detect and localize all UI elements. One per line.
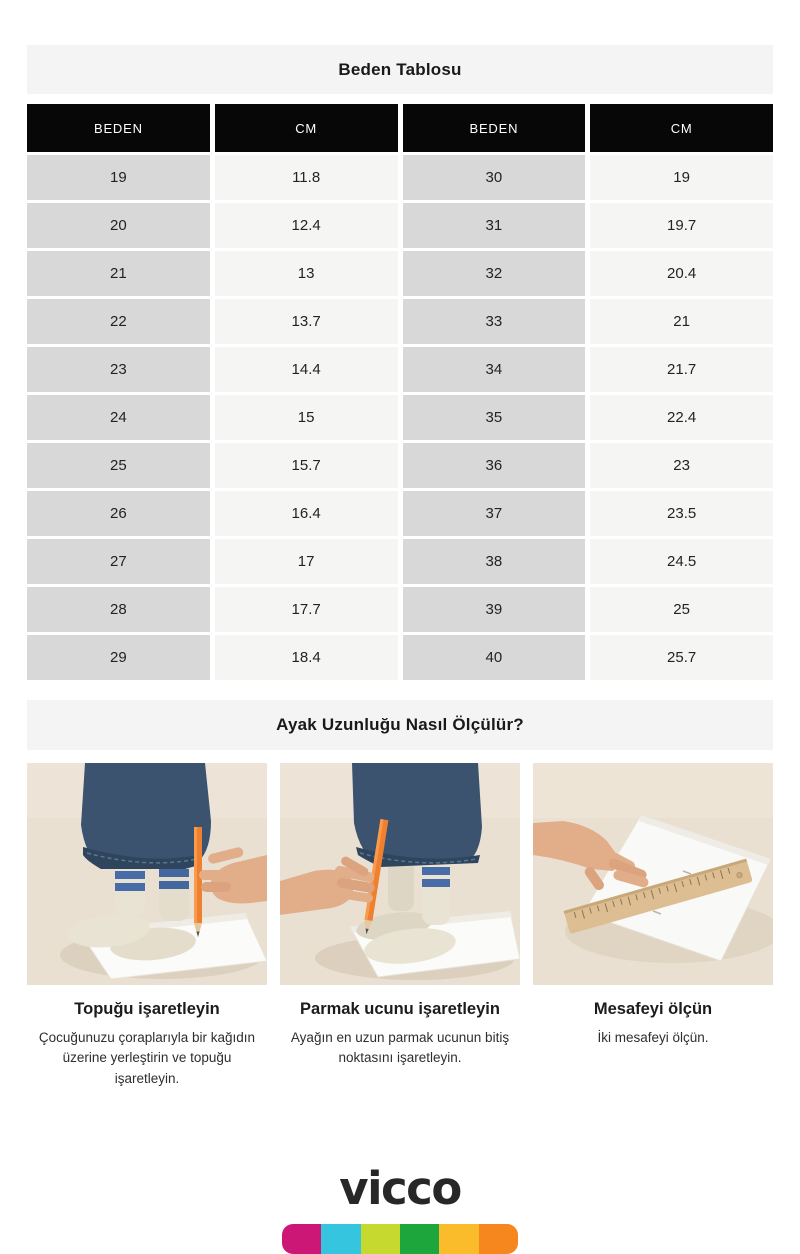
step-3-description: İki mesafeyi ölçün. — [597, 1030, 709, 1045]
size-cell-cm: 21.7 — [590, 347, 773, 392]
size-cell-cm: 23.5 — [590, 491, 773, 536]
size-cell-beden: 32 — [403, 251, 586, 296]
size-cell-cm: 15 — [215, 395, 398, 440]
size-cell-beden: 33 — [403, 299, 586, 344]
step-2-caption — [280, 1000, 520, 1089]
step-2-title: Parmak ucunu işaretleyin — [300, 1000, 500, 1018]
size-cell-beden: 24 — [27, 395, 210, 440]
size-cell-beden: 25 — [27, 443, 210, 488]
size-cell-cm: 13 — [215, 251, 398, 296]
step-1-title: Topuğu işaretleyin — [74, 1000, 220, 1018]
brand-color-bar — [282, 1224, 518, 1254]
size-cell-beden: 37 — [403, 491, 586, 536]
measure-illustration — [533, 763, 773, 985]
size-cell-beden: 28 — [27, 587, 210, 632]
size-cell-cm: 11.8 — [215, 155, 398, 200]
measure-steps-captions — [27, 1000, 773, 1089]
size-cell-cm: 22.4 — [590, 395, 773, 440]
size-cell-cm: 17 — [215, 539, 398, 584]
size-cell-cm: 24.5 — [590, 539, 773, 584]
size-cell-beden: 39 — [403, 587, 586, 632]
size-cell-cm: 21 — [590, 299, 773, 344]
measure-steps-photos — [27, 763, 773, 985]
size-cell-beden: 26 — [27, 491, 210, 536]
step-3-caption — [533, 1000, 773, 1089]
size-cell-beden: 19 — [27, 155, 210, 200]
brand-bar-segment — [321, 1224, 360, 1254]
mark-toe-illustration — [280, 763, 520, 985]
size-cell-beden: 40 — [403, 635, 586, 680]
size-cell-beden: 38 — [403, 539, 586, 584]
size-cell-cm: 23 — [590, 443, 773, 488]
step-3-title: Mesafeyi ölçün — [593, 1000, 713, 1018]
footer — [0, 1161, 800, 1254]
measure-section-title: Ayak Uzunluğu Nasıl Ölçülür? — [276, 715, 524, 734]
size-cell-beden: 21 — [27, 251, 210, 296]
brand-bar-segment — [361, 1224, 400, 1254]
size-cell-cm: 19.7 — [590, 203, 773, 248]
size-cell-cm: 15.7 — [215, 443, 398, 488]
size-cell-cm: 14.4 — [215, 347, 398, 392]
size-cell-beden: 27 — [27, 539, 210, 584]
table-header-cm-right: CM — [590, 104, 773, 152]
size-cell-beden: 31 — [403, 203, 586, 248]
size-cell-beden: 23 — [27, 347, 210, 392]
brand-logo: vicco — [339, 1162, 461, 1215]
size-cell-beden: 29 — [27, 635, 210, 680]
size-cell-cm: 13.7 — [215, 299, 398, 344]
size-cell-cm: 25.7 — [590, 635, 773, 680]
step-3-photo-measure — [533, 763, 773, 985]
step-2-photo-mark-toe — [280, 763, 520, 985]
pencil-icon — [194, 827, 202, 937]
measure-section-banner — [27, 700, 773, 750]
size-cell-beden: 20 — [27, 203, 210, 248]
brand-bar-segment — [400, 1224, 439, 1254]
jeans-leg — [81, 763, 211, 869]
brand-bar-segment — [479, 1224, 518, 1254]
size-cell-beden: 22 — [27, 299, 210, 344]
size-cell-cm: 16.4 — [215, 491, 398, 536]
table-header-beden-right: BEDEN — [403, 104, 586, 152]
size-cell-cm: 25 — [590, 587, 773, 632]
step-2-description: Ayağın en uzun parmak ucunun bitiş noktasını işaretleyin. — [290, 1030, 510, 1066]
table-header-beden-left: BEDEN — [27, 104, 210, 152]
size-cell-beden: 36 — [403, 443, 586, 488]
size-cell-beden: 30 — [403, 155, 586, 200]
size-cell-cm: 19 — [590, 155, 773, 200]
jeans-leg — [352, 763, 482, 867]
size-cell-cm: 17.7 — [215, 587, 398, 632]
size-cell-beden: 35 — [403, 395, 586, 440]
size-chart-title-banner — [27, 45, 773, 94]
step-1-caption — [27, 1000, 267, 1089]
step-1-photo-mark-heel — [27, 763, 267, 985]
size-cell-beden: 34 — [403, 347, 586, 392]
size-cell-cm: 12.4 — [215, 203, 398, 248]
size-cell-cm: 20.4 — [590, 251, 773, 296]
mark-heel-illustration — [27, 763, 267, 985]
brand-bar-segment — [282, 1224, 321, 1254]
size-chart-title: Beden Tablosu — [338, 59, 462, 79]
brand-bar-segment — [439, 1224, 478, 1254]
size-table — [27, 104, 773, 680]
step-1-description: Çocuğunuzu çoraplarıyla bir kağıdın üzerine yerleştirin ve topuğu işaretleyin. — [38, 1030, 256, 1086]
table-header-cm-left: CM — [215, 104, 398, 152]
size-cell-cm: 18.4 — [215, 635, 398, 680]
